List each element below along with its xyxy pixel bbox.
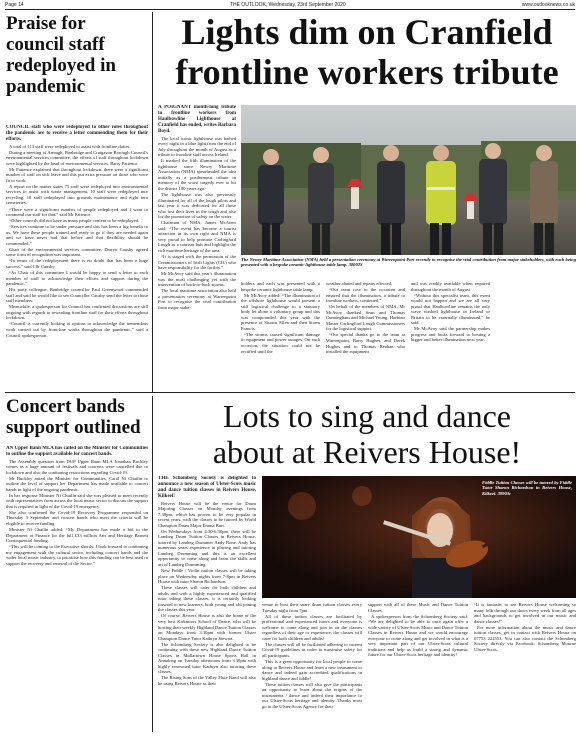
reivers-para: The classes will all be facilitated adhering to current Covid-19 guidelines in order to maximise safety for all participants. (262, 641, 362, 658)
lighthouse-para: “The storms caused significant damage to equipment and power outages. On each occasion, the situation could not be rectified until the (241, 331, 320, 354)
bands-para: “This will be coming to the Executive shortly. I look forward to continuing my engagement with the cultural sector, including concert bands and the wider local music industry, to prioritise how this funding can be best used to support the recovery and renewal of the Sector.” (6, 544, 148, 566)
council-para: A report on the matter states 75 staff were redeployed into environmental services to assist with waste management, 10 staff were redeployed into recycling, 18 staff redeployed into grounds maintenance and eight into cemeteries. (6, 183, 148, 206)
bands-para: She also confirmed the Covid-19 Recovery Programme responded on Thursday 3 September and concert bands who meet the criteria will be eligible to receive funding. (6, 509, 148, 527)
lighthouse-headline-block (158, 12, 576, 102)
council-para: “Other councils did not have as many people content to be redeployed. (9, 218, 140, 224)
reivers-col-1 (158, 476, 256, 734)
bands-para: Minister Ní Chuilín added: “My Department has made a bid to the Department of Finance for the full £33 million Arts and Heritage Barnett Consequential funding. (6, 527, 148, 544)
reivers-para: These classes will cater for both children and adults and with a highly experienced and qualified tutor taking these classes, it is certainly looking forward to new learners, both young and old joining the classes this year. (158, 585, 256, 613)
lighthouse-col-3 (326, 281, 405, 388)
reivers-para: For more information about the music and dance tuition classes, get in contact with Reivers House on 07753 222553. You can also contact the Schomberg Society directly via Facebook: Schomberg Mourne Ulster-Scots. (474, 624, 576, 652)
site-url: www.outlooknews.co.uk (521, 2, 575, 8)
reivers-para: On Wednesdays from 4:30-6:30pm, there will be Lambeg Drum Tuition Classes in Reivers House, tutored by Lambeg Drummer Andy Bone. Andy has numerous years experience in playing and tutoring Lambeg Drumming and this is an excellent opportunity to come along and learn the skills and art of Lambeg Drumming. (158, 528, 256, 568)
lighthouse-col-1 (158, 105, 236, 388)
lighthouse-para: On behalf of the members of NMA, Mr McAvoy thanked Sean and Thomas Cunningham and Michael Young, Harbour Master Carlingford Lough Commissioners for the logistical support. (326, 304, 405, 332)
lighthouse-headline-line1: Lights dim on Cranfield (181, 12, 553, 52)
masthead: THE OUTLOOK, Wednesday, 23rd September 2020 (230, 2, 346, 8)
reivers-col-4 (474, 602, 576, 734)
council-para: Meanwhile, a spokesperson for Council has confirmed discussions are still ongoing with regards to rewarding frontline staff for their efforts throughout lockdown. (6, 304, 148, 321)
reivers-para: This is a great opportunity for local people to come along to Reivers House and learn a new instrument or dance and indeed gain accredited qualifications in highland dance and fiddle! (262, 658, 362, 681)
bands-headline: Concert bands support outlined (6, 396, 141, 438)
council-para: His party colleague, Banbridge councillor Paul Greenwood commended staff and said he would like to see Councillor Causby send the letter to those staff members. (6, 287, 148, 304)
lighthouse-para: “Without this specialist team, this event would not happen and we are all very proud that Haulbowline remains the only wave washed lighthouse in Ireland or Britain to be externally illuminated,” he said. (411, 292, 490, 326)
council-para: During a meeting of Armagh, Banbridge and Craigavon Borough Council's environmental services committee, the efforts of staff throughout lockdown were highlighted by the head of environmental services, Barry Patience. (6, 149, 148, 166)
column-divider-lower (152, 396, 153, 732)
lighthouse-para: “It is staged with the permission of the Commissioners of Irish Lights (CIL) who have responsibility for the facility.” (158, 253, 236, 271)
reivers-headline-line1: Lots to sing and dance (223, 398, 511, 434)
lighthouse-para: “Our special thanks go to the team at Warrenpoint, Barry Hughes, and Derek Hughes and to Thomas Beahan who installed the equipment (326, 332, 405, 355)
lighthouse-photo (241, 105, 576, 255)
lighthouse-para: Mr McAvoy said the partnership makes progress and looks forward to hosting a bigger and better illumination next year. (411, 326, 490, 343)
column-divider (152, 12, 153, 392)
lighthouse-col-4 (411, 281, 490, 388)
council-headline: Praise for council staff redeployed in pandemic (6, 13, 116, 97)
reivers-para: All of these tuition classes are facilitated by professional and experienced tutors and everyone is welcome to come along and join in on the classes regardless of their age or experience, the classes will cater for both children and adults! (262, 613, 362, 641)
reivers-para: These tuition classes will also give the participants an opportunity to learn about the origins of the instruments / dance and indeed their importance to our Ulster-Scots heritage and identity. Thanks must go to the Ulster-Scots Agency for their (262, 681, 362, 709)
council-story (6, 13, 148, 97)
reivers-caption: Fiddle Tuition Classes will be tutored by Fiddle Tutor Sharon Richardson in Reivers House, Kilkeel. 39903c (482, 480, 572, 496)
lighthouse-para: It marked the fifth illumination of the lighthouse since Newry Maritime Association (NMA) spearheaded the idea initially as a posthumous tribute in memory of the worst tragedy ever to hit the district 100 years ago. (158, 158, 236, 191)
lighthouse-para: The local maritime association also held a presentation ceremony at Warrenpoint Port to recognise the vital contribution from major stake- (158, 288, 236, 310)
reivers-para: The Rising Sons of the Valley Flute Band will also be using Reivers House as their (158, 675, 256, 686)
lighthouse-col-2 (241, 281, 320, 388)
bands-story (6, 396, 148, 438)
lighthouse-caption: The Newry Maritime Association (NMA) held a presentation ceremony at Warrenpoint Port recently to recognise the vital contribution from major stakeholders, with each being presented with a bespoke ceramic lighthouse table lamp. 38002S (241, 257, 576, 268)
reivers-para: venue to host their snare drum tuition classes every Tuesday night from 7pm. (262, 602, 362, 613)
council-para: “As Chair of this committee I would be happy to send a letter to each member of staff to acknowledge their efforts and support during the pandemic.” (6, 270, 148, 287)
council-para: “In terms of the redeployment there is no doubt that has been a huge success,” said Cllr Causby. (6, 258, 148, 269)
reivers-col-2 (262, 602, 362, 734)
lighthouse-para: “Our team rose to the occasion and ensured that the illumination, a tribute to frontline workers, continued.” (326, 287, 405, 304)
bands-para: In her response Minister Ní Chuilín said she was pleased to meet recently with representatives from across the local music sector to discuss the support that is required in light of the Covid-19 emergency. (6, 492, 148, 509)
bands-para: The Assembly question from DUP Upper Bann MLA Jonathan Buckley comes as a huge amount of festivals and concerts were cancelled due to lockdown and also the continuing restrictions regarding Covid-19. (6, 458, 148, 475)
lighthouse-para: Mr McAvoy said this year's illumination was the most challenging yet with the intervention of back-to-back storms. (158, 271, 236, 288)
council-para: “Council is currently looking at options to acknowledge the tremendous work carried out by front-line works throughout the pandemic,” said a Council spokesperson. (6, 321, 148, 338)
reivers-headline-block (158, 398, 576, 472)
council-para: Mr Patience explained that throughout lockdown, there were a significant number of staff on sick leave and this put extra pressure on those who were fit to work. (6, 166, 148, 183)
page-number: Page 14 (5, 2, 24, 8)
reivers-para: Of course, Reivers House is also the home of the very best Kirkmoris School of Dance, who will be hosting their weekly Highland Dance Tuition Classes on Mondays from 3.30pm with former Ulster Champion Dance Tutor Kathryn Stewart. (158, 613, 256, 641)
reivers-para: support with all of these Music and Dance Tuition Classes. (368, 602, 468, 613)
reivers-para: Reivers House will be the venue for Drum Majoring Classes on Monday evenings from 7:30pm, which has proven to be very popular in recent years, with the classes to be tutored by World Champion Drum Major Emma Burr. (158, 500, 256, 528)
lighthouse-para: Chairman of NMA, James McAteer said: “The event has become a tourist attraction in its own right and NMA is very proud to help promote Carlingford Lough as a tourism hub and highlight the rich maritime heritage of the area. (158, 220, 236, 253)
reivers-lead: THE Schomberg Society is delighted to announce a new season of Ulster-Scots music and dance tuition classes in Reivers House, Kilkeel! (158, 476, 256, 499)
bands-para: Mr Buckley asked the Minister for Communities, Carál Ní Chuilín to outline the level of support her Department has made available to concert bands in light of the ongoing pandemic. (6, 475, 148, 492)
council-para: A total of 113 staff were redeployed to assist with frontline duties. (9, 143, 131, 149)
council-lead: COUNCIL staff who were redeployed to other roles throughout the pandemic are to receive a letter commending them for their efforts. (6, 125, 148, 142)
header-rule (5, 9, 575, 10)
council-body (6, 125, 148, 387)
lighthouse-para: The local iconic lighthouse was bathed every night in a blue light from the end of July throughout the month of August as a tribute to frontline staff across Ireland. (158, 135, 236, 158)
bands-lead: AN Upper Bann MLA has called on the Minister for Communities to outline the support available for concert bands. (6, 446, 148, 457)
reivers-para: “It is fantastic to see Reivers House welcoming so many folk through our doors every week from all ages and backgrounds to get involved in our music and dance classes!” (474, 602, 576, 624)
reivers-col-3 (368, 602, 468, 734)
council-para: Chair of the environmental services committee, Darryn Causby agreed some form of recognition was important. (6, 246, 148, 258)
lighthouse-para: holders and each was presented with a bespoke ceramic lighthouse table lamp. (241, 281, 320, 292)
reivers-para: New Fiddle / Violin tuition classes will be taking place on Wednesday nights from 7-8pm in Reivers House with tutor Sharon Richardson. (158, 568, 256, 585)
lighthouse-para: Mr McAvoy added: “The illumination of the offshore lighthouse would present a stiff logistical challenge to a statutory body let alone a voluntary group and this was compounded this year with the presence of Storms Ellen and then Storm Francis. (241, 292, 320, 331)
lighthouse-para: weather abated and repairs effected. (326, 281, 393, 286)
section-rule (5, 392, 575, 393)
council-para: “There were a significant number of people redeployed and I want to commend our staff for that,” said Mr Patience. (6, 206, 148, 218)
reivers-para: A spokesperson from the Schomberg Society said: “We are delighted to be able to once again offer a wide variety of Ulster-Scots Music and Dance Tuition Classes in Reivers House and we would encourage everyone to come along and get involved in what is a very important part of our Ulster-Scots cultural traditions and help us build a strong and dynamic future for our Ulster-Scots heritage and identity! (368, 613, 468, 658)
reivers-headline-line2: about at Reivers House! (212, 434, 522, 470)
lighthouse-para: The lighthouse was also previously illuminated for all of the lough pilots and last year it was dedicated for all those who lost their lives in the tough and also for the promotion of safety on the water. (158, 191, 236, 220)
reivers-para: The Schomberg Society is also delighted to be continuing with these new Highland Dance Tuition Classes in Mullartown House Sports Hall in Annalong on Tuesday afternoons from 3.30pm with highly renowned tutor Kathryn also tutoring these classes. (158, 641, 256, 675)
bands-body (6, 446, 148, 732)
lighthouse-lead: A POIGNANT month-long tribute to frontline workers from Haulbowline Lighthouse at Cranfield has ended, writes Barbara Boyd. (158, 105, 236, 134)
reivers-photo (262, 476, 576, 598)
lighthouse-headline-line2: frontline workers tribute (175, 52, 559, 92)
lighthouse-para: and was readily available when required throughout the month of August. (411, 281, 490, 292)
council-para: “Services continue to be under pressure and this has been a big benefit to us. We have these people trained and ready to go if they are needed again and we have never had that before and that flexibility should be commended.” (6, 224, 148, 246)
